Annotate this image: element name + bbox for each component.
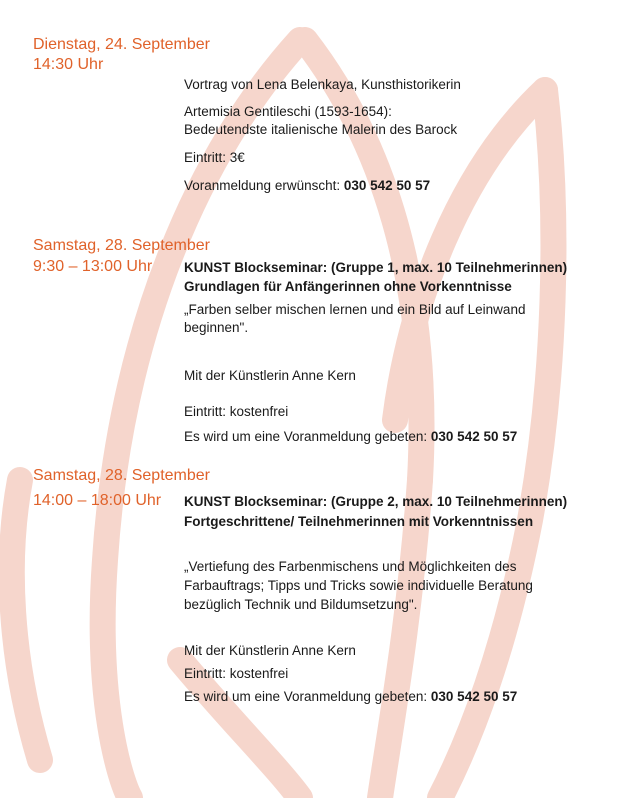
event-quote: „Vertiefung des Farbenmischens und Möglichkeiten des (184, 559, 517, 574)
event-entry: Eintritt: kostenfrei (184, 404, 289, 419)
watermark-arc (12, 480, 40, 760)
event-registration (184, 687, 517, 707)
event-time: 9:30 – 13:00 Uhr (33, 258, 153, 275)
event-entry: Eintritt: 3€ (184, 150, 245, 165)
event-artist: Mit der Künstlerin Anne Kern (184, 643, 356, 658)
event-entry: Eintritt: kostenfrei (184, 666, 289, 681)
event-topic: Artemisia Gentileschi (1593-1654): (184, 104, 392, 119)
event-quote: „Farben selber mischen lernen und ein Bild auf Leinwand (184, 302, 526, 317)
event-registration (184, 176, 430, 196)
event-time: 14:30 Uhr (33, 56, 104, 73)
event-quote: Farbauftrags; Tipps und Tricks sowie individuelle Beratung (184, 578, 533, 593)
phone-number: 030 542 50 57 (343, 178, 431, 193)
registration-label: Voranmeldung erwünscht: (184, 178, 344, 193)
event-quote: beginnen". (184, 320, 249, 335)
event-subtitle: Fortgeschrittene/ Teilnehmerinnen mit Vorkenntnissen (184, 514, 534, 529)
event-artist: Mit der Künstlerin Anne Kern (184, 368, 356, 383)
event-title: Vortrag von Lena Belenkaya, Kunsthistorikerin (184, 77, 461, 92)
event-registration (184, 427, 517, 447)
event-time: 14:00 – 18:00 Uhr (33, 492, 162, 509)
event-title: KUNST Blockseminar: (Gruppe 2, max. 10 Teilnehmerinnen) (184, 494, 568, 509)
event-title: KUNST Blockseminar: (Gruppe 1, max. 10 Teilnehmerinnen) (184, 260, 568, 275)
event-date: Samstag, 28. September (33, 237, 210, 254)
event-subtitle: Grundlagen für Anfängerinnen ohne Vorkenntnisse (184, 279, 512, 294)
phone-number: 030 542 50 57 (430, 689, 518, 704)
registration-label: Es wird um eine Voranmeldung gebeten: (184, 429, 431, 444)
event-date: Dienstag, 24. September (33, 36, 210, 53)
event-topic: Bedeutendste italienische Malerin des Barock (184, 122, 458, 137)
event-date: Samstag, 28. September (33, 467, 210, 484)
registration-label: Es wird um eine Voranmeldung gebeten: (184, 689, 431, 704)
event-quote: bezüglich Technik und Bildumsetzung". (184, 597, 418, 612)
phone-number: 030 542 50 57 (430, 429, 518, 444)
